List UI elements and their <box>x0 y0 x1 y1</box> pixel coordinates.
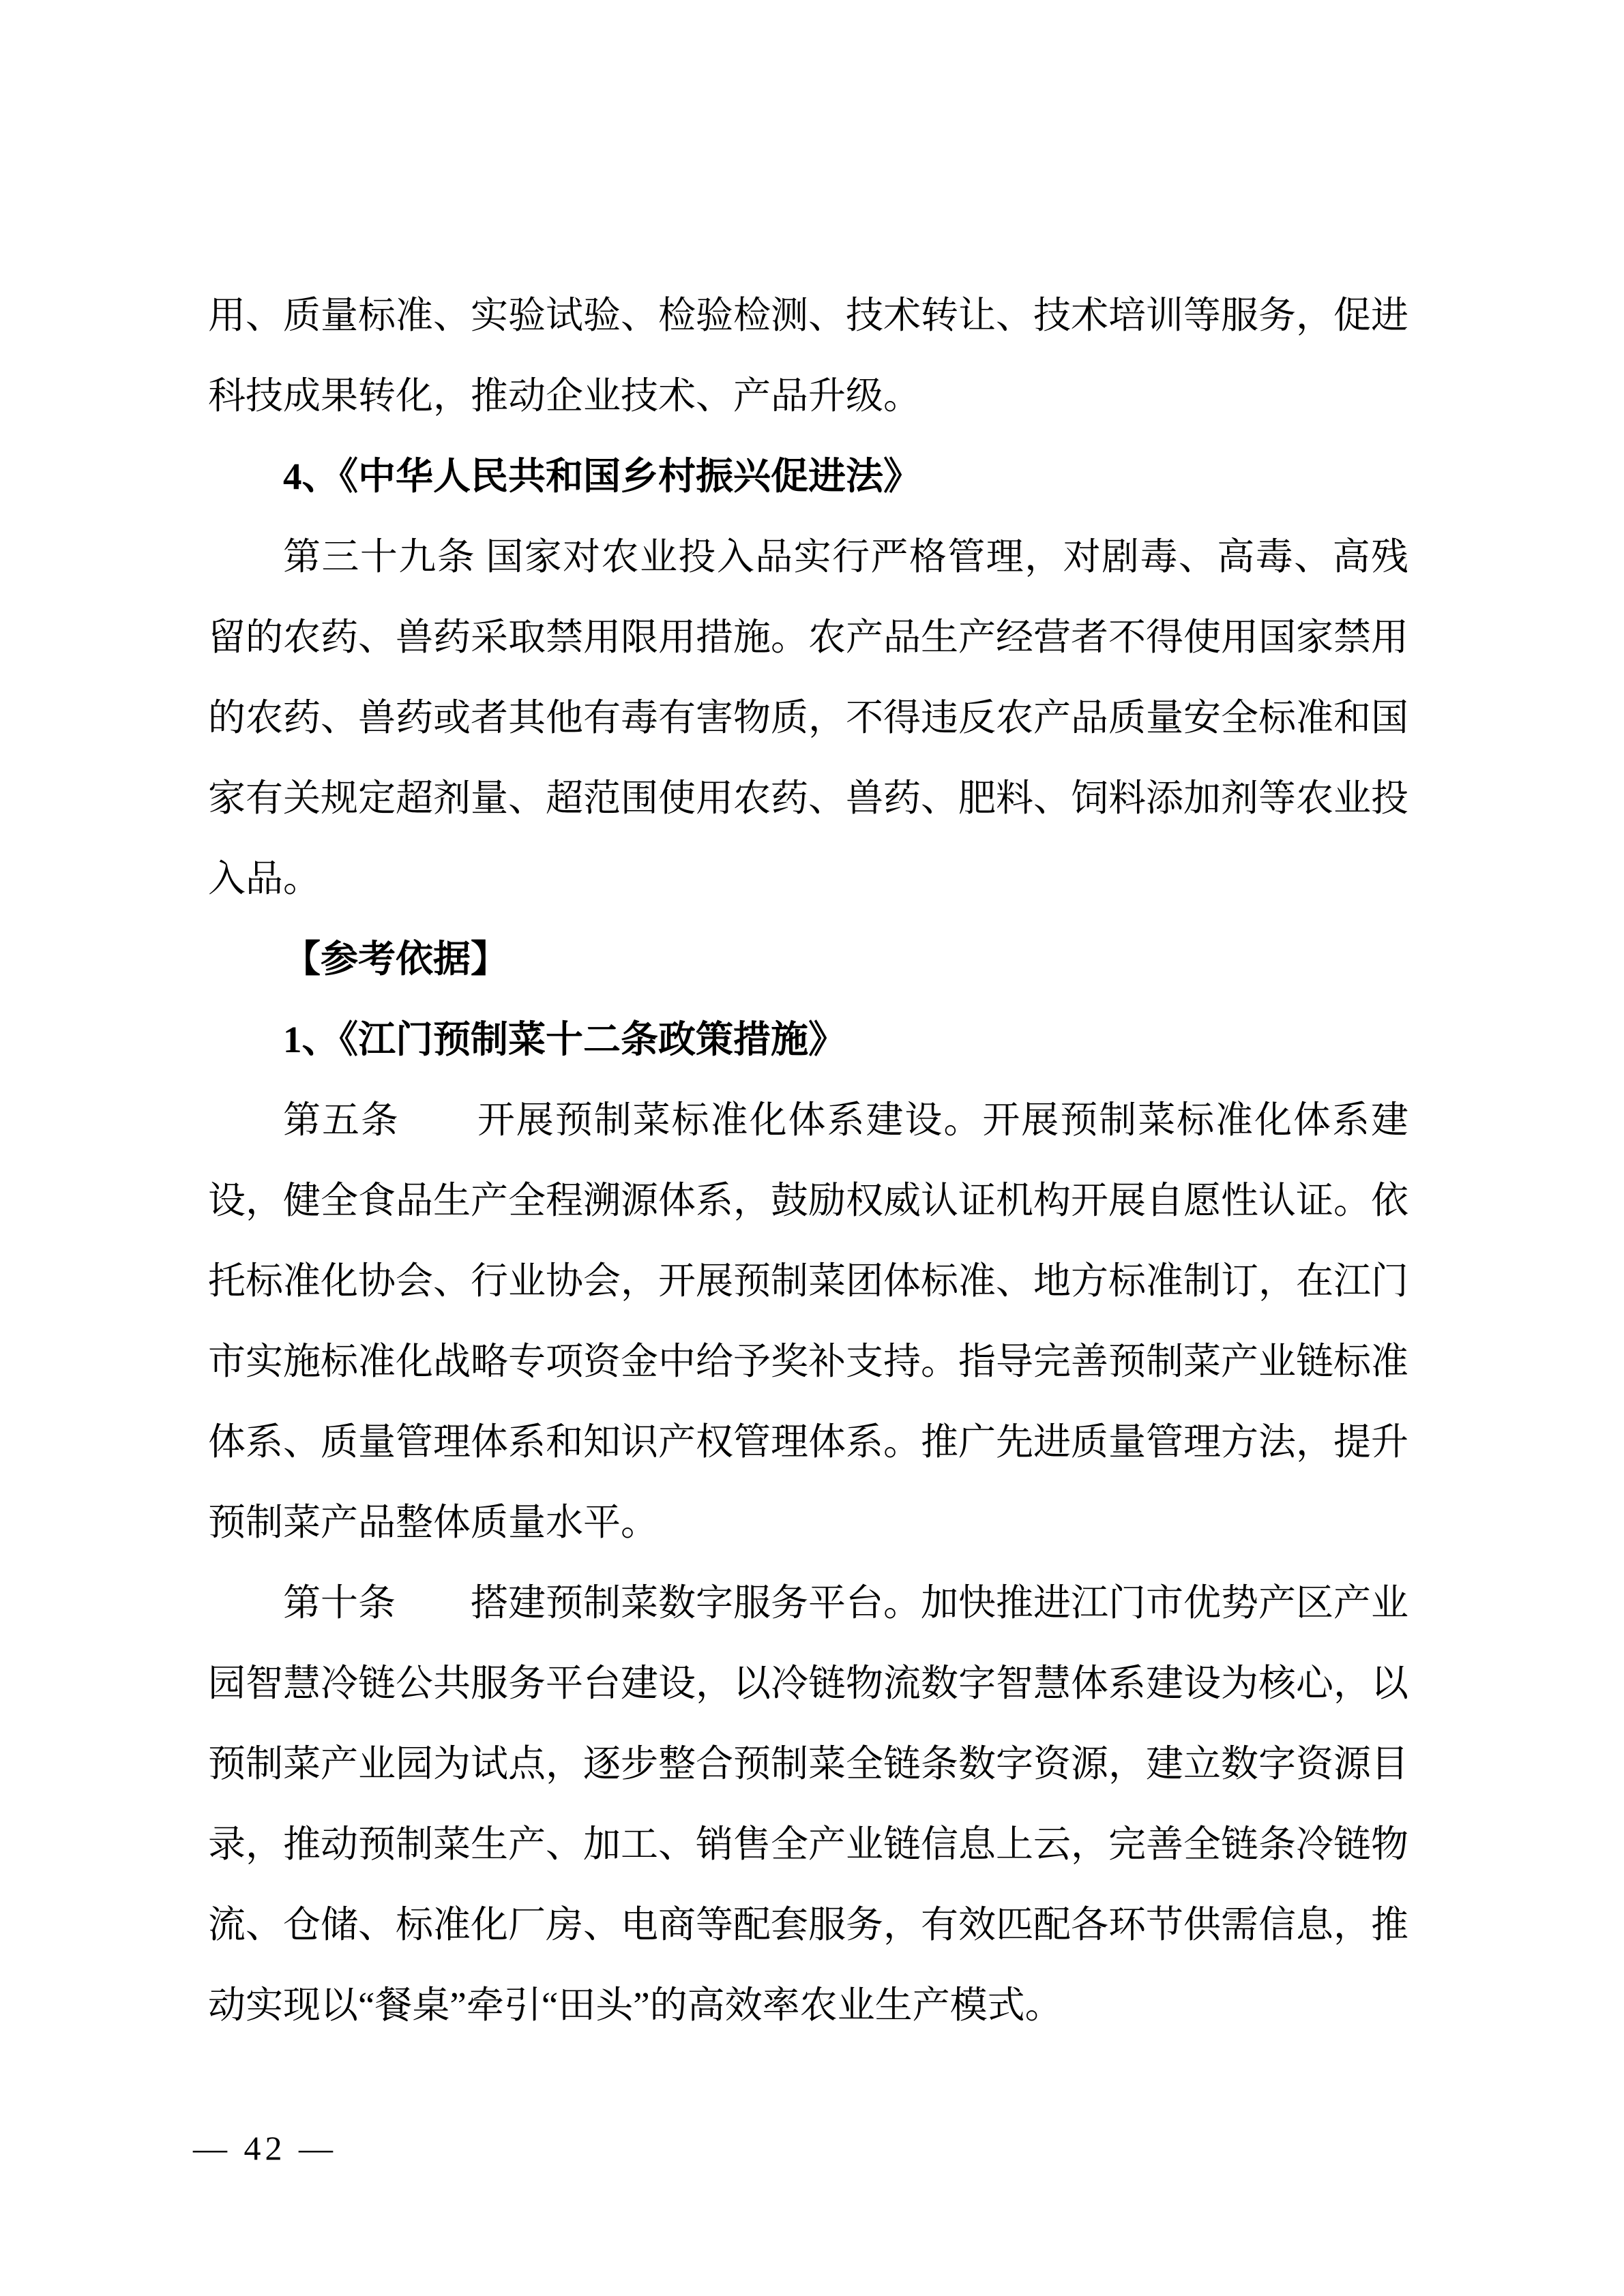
text-line: 动实现以“餐桌”牵引“田头”的高效率农业生产模式。 <box>208 1984 1063 2026</box>
text-line: 科技成果转化，推动企业技术、产品升级。 <box>208 375 921 417</box>
page-number: — 42 — <box>193 2129 337 2167</box>
text-line: 用、质量标准、实验试验、检验检测、技术转让、技术培训等服务，促进 <box>208 295 1408 336</box>
text-line: 预制菜产品整体质量水平。 <box>208 1502 659 1543</box>
text-line: 录，推动预制菜生产、加工、销售全产业链信息上云，完善全链条冷链物 <box>208 1823 1408 1865</box>
document-body <box>208 275 1408 2046</box>
text-line: 第三十九条 国家对农业投入品实行严格管理，对剧毒、高毒、高残 <box>283 536 1408 578</box>
text-line: 市实施标准化战略专项资金中给予奖补支持。指导完善预制菜产业链标准 <box>208 1341 1408 1382</box>
text-line: 托标准化协会、行业协会，开展预制菜团体标准、地方标准制订，在江门 <box>208 1260 1408 1302</box>
text-line: 入品。 <box>208 858 321 899</box>
text-line: 家有关规定超剂量、超范围使用农药、兽药、肥料、饲料添加剂等农业投 <box>208 777 1408 819</box>
heading-line: 1、《江门预制菜十二条政策措施》 <box>283 1019 846 1060</box>
text-line: 第十条 搭建预制菜数字服务平台。加快推进江门市优势产区产业 <box>283 1582 1408 1624</box>
text-line: 预制菜产业园为试点，逐步整合预制菜全链条数字资源，建立数字资源目 <box>208 1743 1408 1785</box>
text-line: 的农药、兽药或者其他有毒有害物质，不得违反农产品质量安全标准和国 <box>208 697 1408 739</box>
text-line: 留的农药、兽药采取禁用限用措施。农产品生产经营者不得使用国家禁用 <box>208 616 1408 658</box>
heading-line: 【参考依据】 <box>283 938 509 980</box>
text-line: 体系、质量管理体系和知识产权管理体系。推广先进质量管理方法，提升 <box>208 1421 1408 1463</box>
text-line: 第五条 开展预制菜标准化体系建设。开展预制菜标准化体系建 <box>283 1099 1408 1141</box>
text-line: 设，健全食品生产全程溯源体系，鼓励权威认证机构开展自愿性认证。依 <box>208 1180 1408 1221</box>
text-line: 园智慧冷链公共服务平台建设，以冷链物流数字智慧体系建设为核心，以 <box>208 1663 1408 1704</box>
text-line: 流、仓储、标准化厂房、电商等配套服务，有效匹配各环节供需信息，推 <box>208 1904 1408 1945</box>
heading-line: 4、《中华人民共和国乡村振兴促进法》 <box>283 456 921 497</box>
